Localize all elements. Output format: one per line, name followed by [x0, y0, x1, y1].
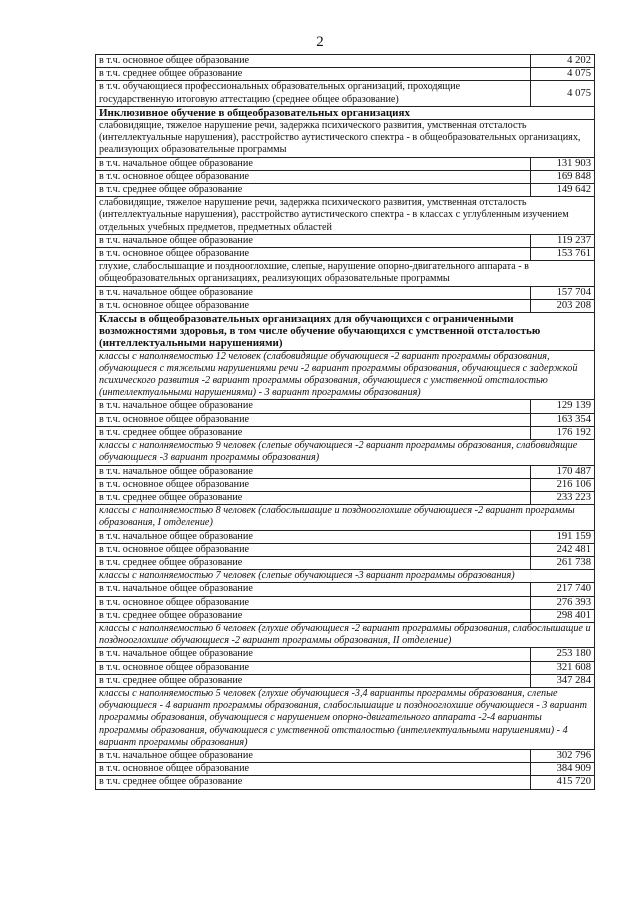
group-header-row — [96, 120, 595, 158]
table-row — [96, 674, 595, 687]
table-row — [96, 413, 595, 426]
row-label: в т.ч. основное общее образование — [96, 248, 531, 261]
group-description: слабовидящие, тяжелое нарушение речи, задержка психического развития, умственная отсталость (интеллектуальные нарушения), расстройство аутистического спектра - в классах с углубленным изучением отдельных учебных предметов, предметных областей — [96, 197, 595, 235]
group-description: слабовидящие, тяжелое нарушение речи, задержка психического развития, умственная отсталость (интеллектуальные нарушения), расстройство аутистического спектра - в общеобразовательных организациях, реализующих образовательные программы — [96, 120, 595, 158]
table-row — [96, 55, 595, 68]
row-value: 4 075 — [531, 68, 595, 81]
group-description: классы с наполняемостью 8 человек (слабослышащие и позднооглохшие обучающиеся -2 вариант программы образования, I отделение) — [96, 505, 595, 530]
table-row — [96, 648, 595, 661]
row-value: 384 909 — [531, 763, 595, 776]
row-value: 216 106 — [531, 478, 595, 491]
group-description: классы с наполняемостью 7 человек (слепые обучающиеся -3 вариант программы образования) — [96, 570, 595, 583]
table-row — [96, 478, 595, 491]
row-label: в т.ч. среднее общее образование — [96, 609, 531, 622]
row-value: 203 208 — [531, 299, 595, 312]
table-row — [96, 299, 595, 312]
row-label: в т.ч. основное общее образование — [96, 170, 531, 183]
row-label: в т.ч. основное общее образование — [96, 763, 531, 776]
row-label: в т.ч. основное общее образование — [96, 413, 531, 426]
row-label: в т.ч. среднее общее образование — [96, 556, 531, 569]
cost-table-body — [96, 55, 595, 790]
table-row — [96, 661, 595, 674]
group-header-row — [96, 687, 595, 749]
row-label: в т.ч. среднее общее образование — [96, 674, 531, 687]
group-header-row — [96, 197, 595, 235]
row-label: в т.ч. основное общее образование — [96, 661, 531, 674]
table-row — [96, 583, 595, 596]
table-row — [96, 749, 595, 762]
row-value: 169 848 — [531, 170, 595, 183]
table-row — [96, 491, 595, 504]
table-row — [96, 157, 595, 170]
table-row — [96, 248, 595, 261]
table-row — [96, 400, 595, 413]
row-value: 298 401 — [531, 609, 595, 622]
row-value: 261 738 — [531, 556, 595, 569]
group-header-row — [96, 350, 595, 400]
group-header-row — [96, 505, 595, 530]
table-row — [96, 286, 595, 299]
row-label: в т.ч. среднее общее образование — [96, 184, 531, 197]
row-value: 276 393 — [531, 596, 595, 609]
row-label: в т.ч. начальное общее образование — [96, 286, 531, 299]
table-row — [96, 530, 595, 543]
row-value: 119 237 — [531, 234, 595, 247]
row-label: в т.ч. среднее общее образование — [96, 426, 531, 439]
row-value: 253 180 — [531, 648, 595, 661]
table-row — [96, 465, 595, 478]
cost-table — [95, 54, 595, 790]
group-description: классы с наполняемостью 5 человек (глухие обучающиеся -3,4 варианты программы образования, слепые обучающиеся - 4 вариант программы образования, слабослышащие и позднооглохшие обучающиеся - 3 вариант программы образования, обучающиеся с нарушением опорно-двигательного аппарата -2-4 варианты программы образования, обучающиеся с умственной отсталостью (интеллектуальными нарушениями) - 4 вариант программы образования) — [96, 687, 595, 749]
table-row — [96, 596, 595, 609]
row-value: 4 202 — [531, 55, 595, 68]
row-value: 153 761 — [531, 248, 595, 261]
page-number: 2 — [316, 34, 324, 50]
row-label: в т.ч. начальное общее образование — [96, 648, 531, 661]
table-row — [96, 776, 595, 789]
row-value: 157 704 — [531, 286, 595, 299]
table-row — [96, 543, 595, 556]
section-header-row — [96, 313, 595, 351]
row-value: 242 481 — [531, 543, 595, 556]
group-header-row — [96, 570, 595, 583]
group-header-row — [96, 440, 595, 465]
row-label: в т.ч. среднее общее образование — [96, 68, 531, 81]
row-label: в т.ч. начальное общее образование — [96, 234, 531, 247]
row-value: 176 192 — [531, 426, 595, 439]
group-header-row — [96, 261, 595, 286]
table-row — [96, 170, 595, 183]
row-label: в т.ч. основное общее образование — [96, 543, 531, 556]
table-row — [96, 234, 595, 247]
row-label: в т.ч. основное общее образование — [96, 299, 531, 312]
table-row — [96, 68, 595, 81]
group-header-row — [96, 622, 595, 647]
row-value: 149 642 — [531, 184, 595, 197]
row-value: 131 903 — [531, 157, 595, 170]
table-row — [96, 81, 595, 106]
section-title: Классы в общеобразовательных организациях для обучающихся с ограниченными возможностями здоровья, в том числе обучение обучающихся с умственной отсталостью (интеллектуальными нарушениями) — [96, 313, 595, 351]
row-value: 191 159 — [531, 530, 595, 543]
row-label: в т.ч. основное общее образование — [96, 55, 531, 68]
table-row — [96, 556, 595, 569]
row-value: 129 139 — [531, 400, 595, 413]
row-label: в т.ч. среднее общее образование — [96, 776, 531, 789]
group-description: глухие, слабослышащие и позднооглохшие, слепые, нарушение опорно-двигательного аппарата - в общеобразовательных организациях, реализующих образовательные программы — [96, 261, 595, 286]
table-row — [96, 426, 595, 439]
row-label: в т.ч. начальное общее образование — [96, 465, 531, 478]
row-value: 170 487 — [531, 465, 595, 478]
table-row — [96, 184, 595, 197]
row-label: в т.ч. обучающиеся профессиональных образовательных организаций, проходящие государственную итоговую аттестацию (среднее общее образование) — [96, 81, 531, 106]
row-label: в т.ч. начальное общее образование — [96, 530, 531, 543]
row-label: в т.ч. начальное общее образование — [96, 749, 531, 762]
section-header-row — [96, 106, 595, 119]
row-value: 4 075 — [531, 81, 595, 106]
group-description: классы с наполняемостью 9 человек (слепые обучающиеся -2 вариант программы образования, слабовидящие обучающиеся -3 вариант программы образования) — [96, 440, 595, 465]
table-row — [96, 763, 595, 776]
row-value: 347 284 — [531, 674, 595, 687]
row-value: 321 608 — [531, 661, 595, 674]
row-value: 302 796 — [531, 749, 595, 762]
row-label: в т.ч. основное общее образование — [96, 478, 531, 491]
row-label: в т.ч. начальное общее образование — [96, 400, 531, 413]
row-value: 163 354 — [531, 413, 595, 426]
row-value: 217 740 — [531, 583, 595, 596]
table-row — [96, 609, 595, 622]
row-label: в т.ч. начальное общее образование — [96, 157, 531, 170]
row-value: 233 223 — [531, 491, 595, 504]
group-description: классы с наполняемостью 12 человек (слабовидящие обучающиеся -2 вариант программы образования, обучающиеся с тяжелыми нарушениями речи -2 вариант программы образования, обучающиеся с задержкой психического развития -2 вариант программы образования, обучающиеся с умственной отсталостью (интеллектуальными нарушениями) - 3 вариант программы образования) — [96, 350, 595, 400]
section-title: Инклюзивное обучение в общеобразовательных организациях — [96, 106, 595, 119]
row-label: в т.ч. начальное общее образование — [96, 583, 531, 596]
group-description: классы с наполняемостью 6 человек (глухие обучающиеся -2 вариант программы образования, слабослышащие и позднооглохшие обучающиеся -2 вариант программы образования, II отделение) — [96, 622, 595, 647]
row-value: 415 720 — [531, 776, 595, 789]
row-label: в т.ч. основное общее образование — [96, 596, 531, 609]
row-label: в т.ч. среднее общее образование — [96, 491, 531, 504]
